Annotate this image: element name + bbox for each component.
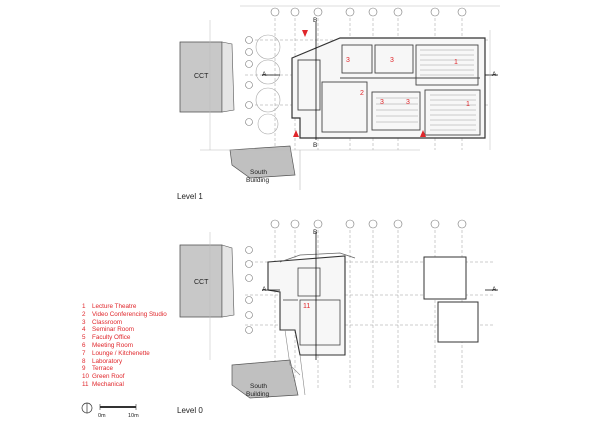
room-number: 1	[454, 59, 458, 66]
cct-label-level1: CCT	[194, 73, 209, 80]
legend-item-number: 2	[82, 310, 86, 318]
legend-item-label: Faculty Office	[92, 334, 131, 342]
legend-item	[82, 326, 167, 334]
legend-item	[82, 358, 167, 366]
section-b-bottom-level1: B	[313, 142, 318, 149]
legend-item-number: 1	[82, 303, 86, 310]
room-number: 3	[346, 57, 350, 64]
south-building-label-level0-line2: Building	[246, 391, 270, 398]
legend-item-label: Laboratory	[92, 357, 123, 365]
legend-item-label: Seminar Room	[92, 326, 134, 334]
south-building-label-level1-line1: South	[250, 169, 267, 176]
legend-item	[82, 365, 167, 373]
legend-item-number: 5	[82, 334, 86, 342]
legend-item-number: 11	[82, 380, 89, 388]
legend-item-number: 10	[82, 373, 90, 381]
legend-item	[82, 311, 167, 319]
legend-item-label: Video Conferencing Studio	[92, 310, 167, 318]
room-number: 11	[303, 303, 311, 310]
level-1-plan	[180, 6, 500, 190]
legend-item-label: Green Roof	[92, 373, 125, 381]
section-b-top-level1: B	[313, 17, 318, 24]
legend-item-label: Terrace	[92, 365, 113, 373]
section-b-top-level0: B	[313, 229, 318, 236]
section-a-right-level0: A	[492, 286, 497, 293]
scale-start-label: 0m	[98, 413, 106, 419]
room-number: 2	[360, 90, 364, 97]
room-number: 3	[380, 99, 384, 106]
legend-item-number: 9	[82, 365, 86, 373]
room-number: 3	[406, 99, 410, 106]
section-a-left-level0: A	[262, 286, 267, 293]
south-building-label-level0-line1: South	[250, 383, 267, 390]
legend-item	[82, 319, 167, 327]
scale-end-label: 10m	[128, 413, 139, 419]
legend-item-label: Mechanical	[92, 380, 124, 388]
room-number: 1	[466, 101, 470, 108]
cct-label-level0: CCT	[194, 279, 209, 286]
room-legend	[82, 303, 167, 389]
legend-item	[82, 342, 167, 350]
legend-item-label: Meeting Room	[92, 341, 133, 349]
legend-item	[82, 373, 167, 381]
legend-item	[82, 350, 167, 358]
legend-item-number: 7	[82, 349, 86, 357]
legend-item-label: Classroom	[92, 318, 123, 326]
legend-item-label: Lounge / Kitchenette	[92, 349, 150, 357]
legend-item-label: Lecture Theatre	[92, 303, 137, 310]
room-number: 3	[390, 57, 394, 64]
south-building-label-level1-line2: Building	[246, 177, 270, 184]
legend-item-number: 8	[82, 357, 86, 365]
legend-item	[82, 303, 167, 311]
legend-item	[82, 381, 167, 389]
section-a-right-level1: A	[492, 71, 497, 78]
legend-item-number: 6	[82, 341, 86, 349]
level-1-label: Level 1	[177, 192, 203, 201]
section-a-left-level1: A	[262, 71, 267, 78]
level-0-label: Level 0	[177, 406, 203, 415]
legend-item-number: 4	[82, 326, 86, 334]
legend-item	[82, 334, 167, 342]
legend-item-number: 3	[82, 318, 86, 326]
level-0-plan	[180, 220, 498, 398]
